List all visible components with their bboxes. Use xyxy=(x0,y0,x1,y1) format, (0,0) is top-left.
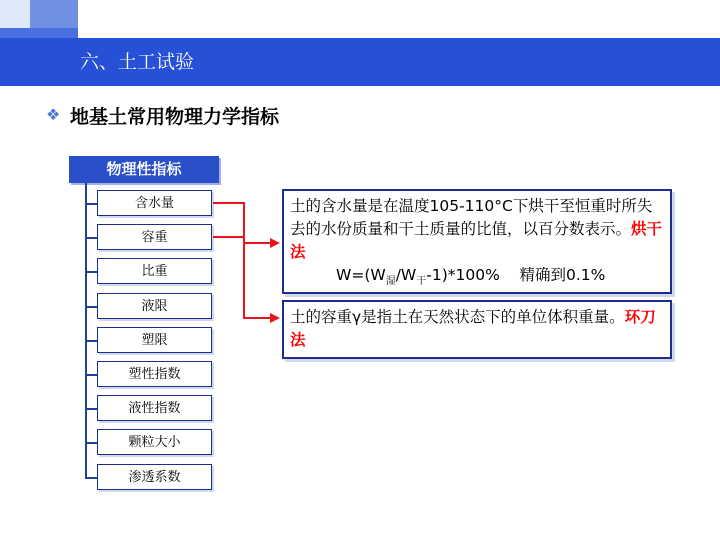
section-subtitle: 地基土常用物理力学指标 xyxy=(70,106,280,128)
formula-sub-wet: 湿 xyxy=(385,276,396,288)
tree-item-plastic-limit: 塑限 xyxy=(97,327,212,353)
water-content-formula xyxy=(290,264,664,293)
formula-part: /W xyxy=(395,266,417,284)
decor-square xyxy=(30,0,78,28)
diamond-bullet-icon: ❖ xyxy=(46,105,61,124)
unit-weight-description: 土的容重γ是指土在天然状态下的单位体积重量。 xyxy=(290,308,625,326)
info-box-water-content xyxy=(282,189,672,294)
formula-part: W=(W xyxy=(336,266,386,284)
formula-part: -1)*100% 精确到0.1% xyxy=(426,266,606,284)
tree-item-liquid-limit: 液限 xyxy=(97,293,212,319)
info-box-unit-weight xyxy=(282,300,672,359)
unit-weight-method: 环刀法 xyxy=(290,308,656,349)
page-title: 六、土工试验 xyxy=(80,51,195,73)
tree-item-grain-size: 颗粒大小 xyxy=(97,429,212,455)
tree-item-permeability: 渗透系数 xyxy=(97,464,212,490)
tree-root-physical-indices: 物理性指标 xyxy=(69,156,219,183)
tree-item-water-content: 含水量 xyxy=(97,190,212,216)
arrow-water-content xyxy=(213,203,278,243)
tree-item-liquidity-index: 液性指数 xyxy=(97,395,212,421)
formula-sub-dry: 干 xyxy=(416,276,427,288)
arrow-unit-weight xyxy=(213,237,278,318)
tree-item-specific-gravity: 比重 xyxy=(97,258,212,284)
water-content-method: 烘干法 xyxy=(290,220,663,261)
tree-connector xyxy=(85,183,87,479)
tree-item-unit-weight: 容重 xyxy=(97,224,212,250)
tree-item-plasticity-index: 塑性指数 xyxy=(97,361,212,387)
decor-square xyxy=(0,0,30,28)
water-content-description: 土的含水量是在温度105-110°C下烘干至恒重时所失去的水份质量和干土质量的比值，以百分数表示。 xyxy=(290,197,653,238)
